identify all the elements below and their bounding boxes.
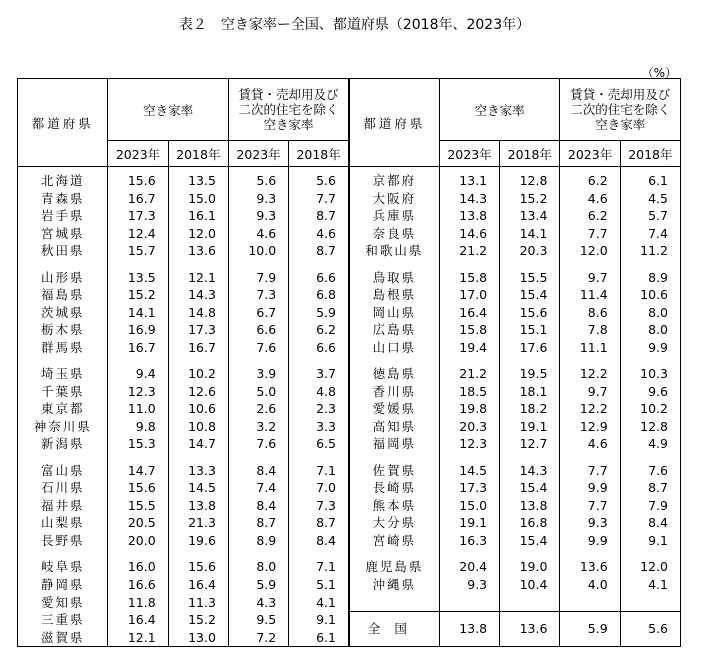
cell-e2018: 7.7: [289, 190, 349, 208]
table-row: [18, 611, 681, 629]
prefecture-name: 沖縄県: [349, 576, 439, 594]
prefecture-name: 岩手県: [18, 207, 108, 225]
table-row: [18, 514, 681, 532]
cell-e2018: 5.1: [289, 576, 349, 594]
unit-label: （%）: [641, 66, 677, 80]
prefecture-name: 広島県: [349, 321, 439, 339]
prefecture-name: 富山県: [18, 462, 108, 480]
cell-e2023: 7.6: [228, 339, 288, 357]
cell-e2018: 5.7: [620, 207, 680, 225]
table-row: [18, 167, 681, 190]
table-row: [18, 286, 681, 304]
cell-e2023: 4.6: [560, 435, 620, 453]
table-row: [18, 400, 681, 418]
cell-v2023: 16.7: [108, 339, 168, 357]
cell-v2018: 14.3: [168, 286, 228, 304]
table-row: [18, 339, 681, 357]
cell-v2023: 16.4: [439, 304, 499, 322]
cell-v2023: 9.8: [108, 418, 168, 436]
header-excluding-right: [560, 79, 681, 141]
cell-v2018: 16.4: [168, 576, 228, 594]
cell-e2018: 9.6: [620, 383, 680, 401]
cell-e2018: 4.1: [289, 593, 349, 611]
national-e2018: 5.6: [620, 611, 680, 647]
cell-e2023: 9.9: [560, 479, 620, 497]
cell-e2023: 10.0: [228, 242, 288, 260]
header-2018: 2018年: [500, 141, 560, 167]
cell-v2023: 16.3: [439, 532, 499, 550]
table-row: [18, 383, 681, 401]
cell-e2023: 13.6: [560, 558, 620, 576]
cell-v2023: 20.3: [439, 418, 499, 436]
cell-e2023: 11.4: [560, 286, 620, 304]
cell-v2018: 16.8: [500, 514, 560, 532]
cell-e2018: 6.1: [620, 167, 680, 190]
cell-e2018: 8.7: [289, 207, 349, 225]
cell-v2018: 19.1: [500, 418, 560, 436]
prefecture-name: 新潟県: [18, 435, 108, 453]
cell-v2018: 11.3: [168, 593, 228, 611]
table-title: 表２ 空き家率ー全国、都道府県（2018年、2023年）: [178, 17, 531, 33]
cell-e2023: 6.6: [228, 321, 288, 339]
cell-e2018: 8.0: [620, 321, 680, 339]
cell-e2023: 5.9: [228, 576, 288, 594]
cell-v2023: 13.1: [439, 167, 499, 190]
table-row: [18, 365, 681, 383]
cell-v2023: 13.5: [108, 269, 168, 287]
prefecture-name: 大阪府: [349, 190, 439, 208]
prefecture-name: 佐賀県: [349, 462, 439, 480]
cell-v2018: 12.8: [500, 167, 560, 190]
cell-e2018: 4.9: [620, 435, 680, 453]
national-v2018: 13.6: [500, 611, 560, 647]
national-label: 全国: [349, 611, 439, 647]
header-prefecture-left: 都道府県: [18, 79, 108, 167]
group-spacer: [18, 453, 681, 462]
national-v2023: 13.8: [439, 611, 499, 647]
cell-e2018: 12.8: [620, 418, 680, 436]
cell-e2023: 5.0: [228, 383, 288, 401]
cell-v2023: 12.3: [108, 383, 168, 401]
cell-e2023: 8.7: [228, 514, 288, 532]
cell-v2018: 16.7: [168, 339, 228, 357]
cell-v2018: 15.5: [500, 269, 560, 287]
cell-v2023: 11.0: [108, 400, 168, 418]
table-row: [18, 435, 681, 453]
prefecture-name: 群馬県: [18, 339, 108, 357]
header-excluding-line: 賃貸・売却用及び: [238, 87, 339, 102]
cell-e2018: 7.0: [289, 479, 349, 497]
cell-v2018: 18.1: [500, 383, 560, 401]
header-2023: 2023年: [228, 141, 288, 167]
cell-v2018: 15.4: [500, 532, 560, 550]
cell-v2018: 21.3: [168, 514, 228, 532]
cell-v2018: 15.0: [168, 190, 228, 208]
cell-v2018: 19.6: [168, 532, 228, 550]
cell-v2018: 13.8: [500, 497, 560, 515]
cell-v2023: 15.6: [108, 167, 168, 190]
prefecture-name: 青森県: [18, 190, 108, 208]
cell-e2018: 10.3: [620, 365, 680, 383]
prefecture-name: 長崎県: [349, 479, 439, 497]
table-row: [18, 532, 681, 550]
cell-v2023: 14.1: [108, 304, 168, 322]
cell-e2023: [560, 593, 620, 611]
cell-v2023: 13.8: [439, 207, 499, 225]
cell-v2023: 16.4: [108, 611, 168, 629]
cell-v2023: 15.0: [439, 497, 499, 515]
cell-e2023: 8.4: [228, 462, 288, 480]
cell-e2018: 5.6: [289, 167, 349, 190]
cell-e2023: 12.9: [560, 418, 620, 436]
cell-e2018: 8.4: [289, 532, 349, 550]
cell-e2023: 7.9: [228, 269, 288, 287]
cell-e2023: 3.2: [228, 418, 288, 436]
cell-e2023: 3.9: [228, 365, 288, 383]
table-row: [18, 321, 681, 339]
cell-e2018: 8.7: [289, 242, 349, 260]
cell-v2018: 13.6: [168, 242, 228, 260]
cell-e2018: 10.6: [620, 286, 680, 304]
cell-e2023: 9.3: [228, 190, 288, 208]
cell-v2018: 14.5: [168, 479, 228, 497]
cell-e2023: 2.6: [228, 400, 288, 418]
cell-e2023: 8.0: [228, 558, 288, 576]
cell-v2023: 9.3: [439, 576, 499, 594]
group-spacer: [18, 356, 681, 365]
cell-v2023: 15.5: [108, 497, 168, 515]
prefecture-name: 愛知県: [18, 593, 108, 611]
header-excluding-line: 空き家率: [595, 117, 646, 132]
header-excluding-left: [228, 79, 349, 141]
cell-e2018: 7.3: [289, 497, 349, 515]
prefecture-name: 鳥取県: [349, 269, 439, 287]
cell-v2018: 14.3: [500, 462, 560, 480]
cell-e2018: 5.9: [289, 304, 349, 322]
cell-v2018: 15.4: [500, 479, 560, 497]
cell-e2018: 9.9: [620, 339, 680, 357]
prefecture-name: 和歌山県: [349, 242, 439, 260]
header-row-1: [18, 79, 681, 141]
prefecture-name: 宮崎県: [349, 532, 439, 550]
prefecture-name: 埼玉県: [18, 365, 108, 383]
national-e2023: 5.9: [560, 611, 620, 647]
prefecture-name: 東京都: [18, 400, 108, 418]
cell-v2018: 15.1: [500, 321, 560, 339]
cell-e2018: 12.0: [620, 558, 680, 576]
cell-v2018: 12.7: [500, 435, 560, 453]
cell-e2018: 4.6: [289, 225, 349, 243]
cell-e2023: 7.8: [560, 321, 620, 339]
cell-v2023: 19.4: [439, 339, 499, 357]
cell-v2018: 13.4: [500, 207, 560, 225]
cell-v2023: 15.6: [108, 479, 168, 497]
cell-v2018: 15.6: [168, 558, 228, 576]
cell-e2018: 3.3: [289, 418, 349, 436]
cell-v2023: 9.4: [108, 365, 168, 383]
cell-v2018: 16.1: [168, 207, 228, 225]
cell-v2023: 15.8: [439, 321, 499, 339]
cell-e2018: 6.6: [289, 269, 349, 287]
prefecture-name: 秋田県: [18, 242, 108, 260]
cell-v2018: 15.4: [500, 286, 560, 304]
header-excluding-line: 賃貸・売却用及び: [570, 87, 671, 102]
table-row: [18, 269, 681, 287]
cell-e2023: 9.7: [560, 269, 620, 287]
cell-e2023: 7.6: [228, 435, 288, 453]
cell-e2023: 6.2: [560, 207, 620, 225]
header-2018: 2018年: [289, 141, 349, 167]
prefecture-name: 三重県: [18, 611, 108, 629]
header-excluding-line: 二次的住宅を除く: [238, 102, 339, 117]
cell-v2023: 20.4: [439, 558, 499, 576]
cell-e2018: 7.1: [289, 558, 349, 576]
prefecture-name: 千葉県: [18, 383, 108, 401]
header-vacancy-right: 空き家率: [439, 79, 560, 141]
cell-v2023: 12.4: [108, 225, 168, 243]
table-row: [18, 242, 681, 260]
cell-e2018: 7.1: [289, 462, 349, 480]
prefecture-name: 滋賀県: [18, 629, 108, 647]
cell-e2018: 8.0: [620, 304, 680, 322]
table-row: [18, 593, 681, 611]
prefecture-name: 香川県: [349, 383, 439, 401]
cell-e2023: 7.4: [228, 479, 288, 497]
cell-v2023: 14.7: [108, 462, 168, 480]
header-2018: 2018年: [620, 141, 680, 167]
prefecture-name: 石川県: [18, 479, 108, 497]
cell-e2018: 6.2: [289, 321, 349, 339]
cell-v2018: 18.2: [500, 400, 560, 418]
cell-v2018: 14.7: [168, 435, 228, 453]
prefecture-name: 岡山県: [349, 304, 439, 322]
table-row: [18, 190, 681, 208]
cell-v2018: 12.6: [168, 383, 228, 401]
header-2023: 2023年: [439, 141, 499, 167]
cell-v2023: 17.3: [108, 207, 168, 225]
prefecture-name: 奈良県: [349, 225, 439, 243]
cell-v2023: 16.0: [108, 558, 168, 576]
cell-v2018: 10.8: [168, 418, 228, 436]
cell-v2023: 11.8: [108, 593, 168, 611]
cell-v2023: 12.1: [108, 629, 168, 647]
cell-v2023: 18.5: [439, 383, 499, 401]
cell-e2018: 2.3: [289, 400, 349, 418]
prefecture-name: 熊本県: [349, 497, 439, 515]
cell-e2023: 11.1: [560, 339, 620, 357]
header-excluding-line: 空き家率: [263, 117, 314, 132]
cell-v2023: 15.8: [439, 269, 499, 287]
prefecture-name: 神奈川県: [18, 418, 108, 436]
cell-v2018: [500, 593, 560, 611]
cell-e2023: 4.6: [228, 225, 288, 243]
cell-v2018: 17.3: [168, 321, 228, 339]
cell-v2023: 14.5: [439, 462, 499, 480]
prefecture-name: 山梨県: [18, 514, 108, 532]
table-row: [18, 576, 681, 594]
cell-e2023: 12.0: [560, 242, 620, 260]
cell-e2018: 8.7: [289, 514, 349, 532]
prefecture-name: 福井県: [18, 497, 108, 515]
prefecture-name: 兵庫県: [349, 207, 439, 225]
cell-e2018: 3.7: [289, 365, 349, 383]
cell-v2018: 13.8: [168, 497, 228, 515]
prefecture-name: 山形県: [18, 269, 108, 287]
cell-e2023: 4.3: [228, 593, 288, 611]
table-row: [18, 497, 681, 515]
cell-e2023: 9.3: [228, 207, 288, 225]
cell-e2023: 7.7: [560, 462, 620, 480]
vacancy-rate-table: [17, 78, 681, 647]
table-row: [18, 207, 681, 225]
group-spacer: [18, 260, 681, 269]
cell-e2018: 8.9: [620, 269, 680, 287]
cell-v2023: 15.3: [108, 435, 168, 453]
cell-v2018: 13.3: [168, 462, 228, 480]
cell-v2023: 19.8: [439, 400, 499, 418]
cell-e2023: 6.7: [228, 304, 288, 322]
prefecture-name: 北海道: [18, 167, 108, 190]
cell-e2023: 8.6: [560, 304, 620, 322]
cell-v2018: 15.2: [500, 190, 560, 208]
table-row: [18, 462, 681, 480]
cell-v2023: [439, 593, 499, 611]
cell-e2023: 8.4: [228, 497, 288, 515]
cell-e2023: 6.2: [560, 167, 620, 190]
cell-v2023: 17.3: [439, 479, 499, 497]
cell-e2018: 6.1: [289, 629, 349, 647]
cell-v2018: 14.8: [168, 304, 228, 322]
cell-e2023: 7.7: [560, 225, 620, 243]
cell-v2018: 19.0: [500, 558, 560, 576]
prefecture-name: 茨城県: [18, 304, 108, 322]
prefecture-name: 長野県: [18, 532, 108, 550]
cell-e2018: 6.5: [289, 435, 349, 453]
cell-e2023: 5.6: [228, 167, 288, 190]
header-excluding-line: 二次的住宅を除く: [570, 102, 671, 117]
prefecture-name: 京都府: [349, 167, 439, 190]
header-2018: 2018年: [168, 141, 228, 167]
cell-v2023: 12.3: [439, 435, 499, 453]
cell-v2023: 14.3: [439, 190, 499, 208]
cell-e2018: 7.6: [620, 462, 680, 480]
cell-e2023: 9.3: [560, 514, 620, 532]
cell-e2023: 9.5: [228, 611, 288, 629]
cell-v2018: 14.1: [500, 225, 560, 243]
cell-v2023: 21.2: [439, 242, 499, 260]
cell-e2023: 9.9: [560, 532, 620, 550]
cell-v2018: 13.0: [168, 629, 228, 647]
cell-v2018: 13.5: [168, 167, 228, 190]
table-row: [18, 418, 681, 436]
prefecture-name: 福島県: [18, 286, 108, 304]
group-spacer: [18, 549, 681, 558]
cell-v2018: 12.1: [168, 269, 228, 287]
table-row: [18, 479, 681, 497]
prefecture-name: 静岡県: [18, 576, 108, 594]
cell-e2018: 8.7: [620, 479, 680, 497]
prefecture-name: 宮城県: [18, 225, 108, 243]
cell-v2023: 15.2: [108, 286, 168, 304]
cell-v2023: 20.0: [108, 532, 168, 550]
cell-e2018: 4.5: [620, 190, 680, 208]
cell-v2018: 12.0: [168, 225, 228, 243]
prefecture-name: 島根県: [349, 286, 439, 304]
cell-v2018: 15.6: [500, 304, 560, 322]
cell-v2023: 19.1: [439, 514, 499, 532]
cell-e2023: 7.7: [560, 497, 620, 515]
prefecture-name: 栃木県: [18, 321, 108, 339]
cell-v2023: 14.6: [439, 225, 499, 243]
cell-e2018: 11.2: [620, 242, 680, 260]
cell-v2018: 17.6: [500, 339, 560, 357]
cell-v2018: 10.6: [168, 400, 228, 418]
cell-e2018: 9.1: [289, 611, 349, 629]
cell-v2023: 16.7: [108, 190, 168, 208]
cell-e2018: 8.4: [620, 514, 680, 532]
cell-e2023: 7.2: [228, 629, 288, 647]
cell-v2018: 19.5: [500, 365, 560, 383]
table-row: [18, 304, 681, 322]
cell-e2018: 10.2: [620, 400, 680, 418]
cell-v2023: 16.6: [108, 576, 168, 594]
header-2023: 2023年: [108, 141, 168, 167]
cell-e2018: 4.1: [620, 576, 680, 594]
cell-v2023: 20.5: [108, 514, 168, 532]
header-vacancy-left: 空き家率: [108, 79, 229, 141]
prefecture-name: 山口県: [349, 339, 439, 357]
prefecture-name: 高知県: [349, 418, 439, 436]
cell-v2018: 20.3: [500, 242, 560, 260]
cell-e2018: [620, 593, 680, 611]
cell-e2018: 7.4: [620, 225, 680, 243]
prefecture-name: 岐阜県: [18, 558, 108, 576]
cell-v2018: 10.4: [500, 576, 560, 594]
cell-e2018: 9.1: [620, 532, 680, 550]
cell-e2018: 6.6: [289, 339, 349, 357]
cell-e2018: 7.9: [620, 497, 680, 515]
table-row: [18, 225, 681, 243]
cell-e2023: 12.2: [560, 365, 620, 383]
cell-e2023: 7.3: [228, 286, 288, 304]
cell-v2023: 15.7: [108, 242, 168, 260]
header-prefecture-right: 都道府県: [349, 79, 439, 167]
prefecture-name: 大分県: [349, 514, 439, 532]
prefecture-name: 鹿児島県: [349, 558, 439, 576]
cell-e2023: 9.7: [560, 383, 620, 401]
table-row: [18, 558, 681, 576]
cell-v2018: 10.2: [168, 365, 228, 383]
cell-e2023: 4.0: [560, 576, 620, 594]
cell-e2023: 4.6: [560, 190, 620, 208]
prefecture-name: 徳島県: [349, 365, 439, 383]
cell-e2018: 4.8: [289, 383, 349, 401]
cell-v2023: 17.0: [439, 286, 499, 304]
cell-e2018: 6.8: [289, 286, 349, 304]
header-2023: 2023年: [560, 141, 620, 167]
cell-e2023: 12.2: [560, 400, 620, 418]
cell-v2023: 21.2: [439, 365, 499, 383]
cell-v2023: 16.9: [108, 321, 168, 339]
prefecture-name: 愛媛県: [349, 400, 439, 418]
cell-e2023: 8.9: [228, 532, 288, 550]
prefecture-name: [349, 593, 439, 611]
cell-v2018: 15.2: [168, 611, 228, 629]
prefecture-name: 福岡県: [349, 435, 439, 453]
